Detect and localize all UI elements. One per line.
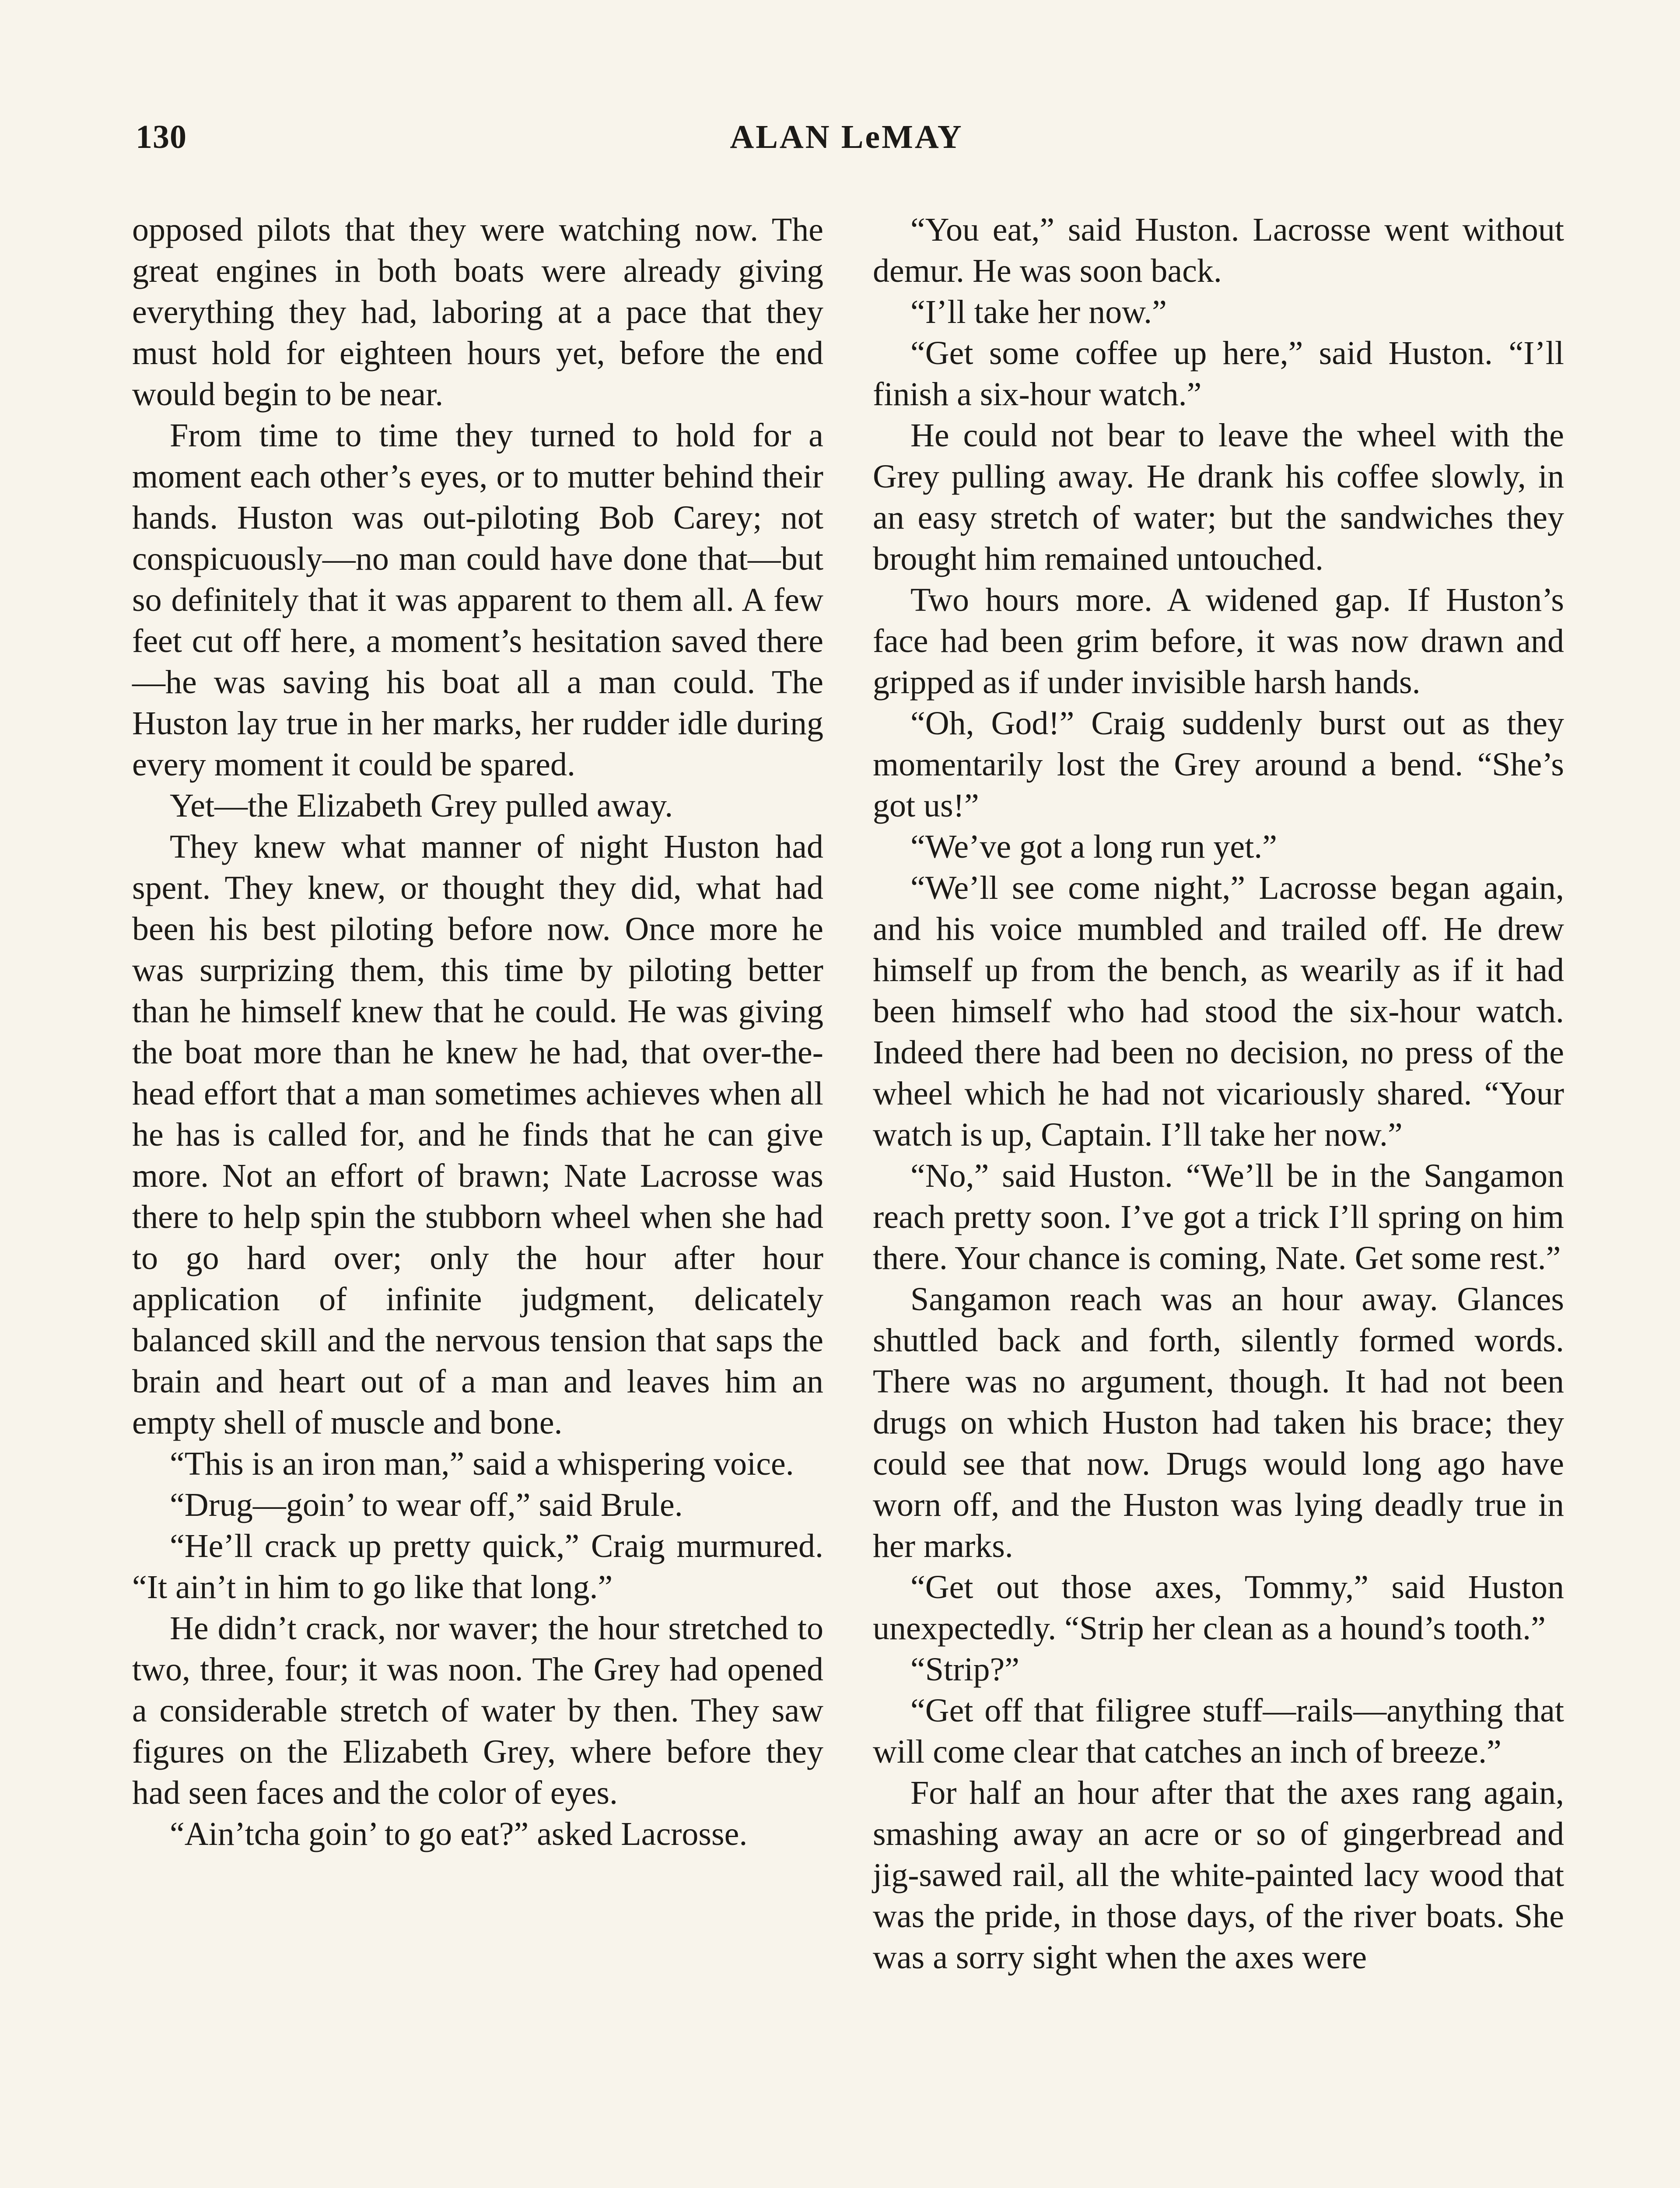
paragraph: From time to time they turned to hold for a moment each other’s eyes, or to mutter behind their hands. Huston was out-piloting Bob Carey; not conspicuously—no man could have done that—but so definitely that it was apparent to them all. A few feet cut off here, a moment’s hesitation saved there—he was saving his boat all a man could. The Huston lay true in her marks, her rudder idle during every moment it could be spared. — [132, 417, 823, 783]
paragraph: He didn’t crack, nor waver; the hour stretched to two, three, four; it was noon. The Grey had opened a considerable stretch of water by then. They saw figures on the Elizabeth Grey, where before they had seen faces and the color of eyes. — [132, 1610, 823, 1811]
paragraph: “Get off that filigree stuff—rails—anything that will come clear that catches an inch of breeze.” — [873, 1692, 1564, 1770]
paragraph: “Oh, God!” Craig suddenly burst out as they momentarily lost the Grey around a bend. “She’s got us!” — [873, 705, 1564, 824]
page-header — [136, 118, 1558, 166]
paragraph: “Get out those axes, Tommy,” said Huston unexpectedly. “Strip her clean as a hound’s tooth.” — [873, 1569, 1564, 1647]
paragraph: Two hours more. A widened gap. If Huston’s face had been grim before, it was now drawn and gripped as if under invisible harsh hands. — [873, 582, 1564, 701]
right-column — [873, 209, 1564, 1978]
paragraph: They knew what manner of night Huston had spent. They knew, or thought they did, what had been his best piloting before now. Once more he was surprizing them, this time by piloting better than he himself knew that he could. He was giving the boat more than he knew he had, that over-the-head effort that a man sometimes achieves when all he has is called for, and he finds that he can give more. Not an effort of brawn; Nate Lacrosse was there to help spin the stubborn wheel when she had to go hard over; only the hour after hour application of infinite judgment, delicately balanced skill and the nervous tension that saps the brain and heart out of a man and leaves him an empty shell of muscle and bone. — [132, 828, 823, 1441]
paragraph: “This is an iron man,” said a whispering voice. — [170, 1445, 794, 1482]
paragraph: He could not bear to leave the wheel with the Grey pulling away. He drank his coffee slowly, in an easy stretch of water; but the sandwiches they brought him remained untouched. — [873, 417, 1564, 577]
paragraph: “Drug—goin’ to wear off,” said Brule. — [170, 1487, 683, 1523]
paragraph: “You eat,” said Huston. Lacrosse went without demur. He was soon back. — [873, 211, 1564, 289]
paragraph: “I’ll take her now.” — [910, 294, 1167, 330]
paragraph: Sangamon reach was an hour away. Glances shuttled back and forth, silently formed words. There was no argument, though. It had not been drugs on which Huston had taken his brace; they could see that now. Drugs would long ago have worn off, and the Huston was lying deadly true in her marks. — [873, 1281, 1564, 1564]
paragraph: “No,” said Huston. “We’ll be in the Sangamon reach pretty soon. I’ve got a trick I’ll spring on him there. Your chance is coming, Nate. Get some rest.” — [873, 1157, 1564, 1276]
paragraph: “We’ll see come night,” Lacrosse began again, and his voice mumbled and trailed off. He drew himself up from the bench, as wearily as if it had been himself who had stood the six-hour watch. Indeed there had been no decision, no press of the wheel which he had not vicariously shared. “Your watch is up, Captain. I’ll take her now.” — [873, 870, 1564, 1153]
running-head: ALAN LeMAY — [730, 119, 963, 155]
left-column — [132, 209, 823, 1855]
page-number: 130 — [136, 119, 187, 155]
paragraph: opposed pilots that they were watching now. The great engines in both boats were already giving everything they had, laboring at a pace that they must hold for eighteen hours yet, before the end would begin to be near. — [132, 211, 823, 413]
paragraph: “Ain’tcha goin’ to go eat?” asked Lacrosse. — [170, 1816, 748, 1852]
paragraph: “He’ll crack up pretty quick,” Craig murmured. “It ain’t in him to go like that long.” — [132, 1528, 823, 1606]
paragraph: “Get some coffee up here,” said Huston. “I’ll finish a six-hour watch.” — [873, 335, 1564, 413]
paragraph: “Strip?” — [910, 1651, 1020, 1688]
paragraph: For half an hour after that the axes rang again, smashing away an acre or so of gingerbread and jig-sawed rail, all the white-painted lacy wood that was the pride, in those days, of the river boats. She was a sorry sight when the axes were — [873, 1774, 1564, 1976]
paragraph: Yet—the Elizabeth Grey pulled away. — [170, 787, 673, 824]
paragraph: “We’ve got a long run yet.” — [910, 828, 1278, 865]
